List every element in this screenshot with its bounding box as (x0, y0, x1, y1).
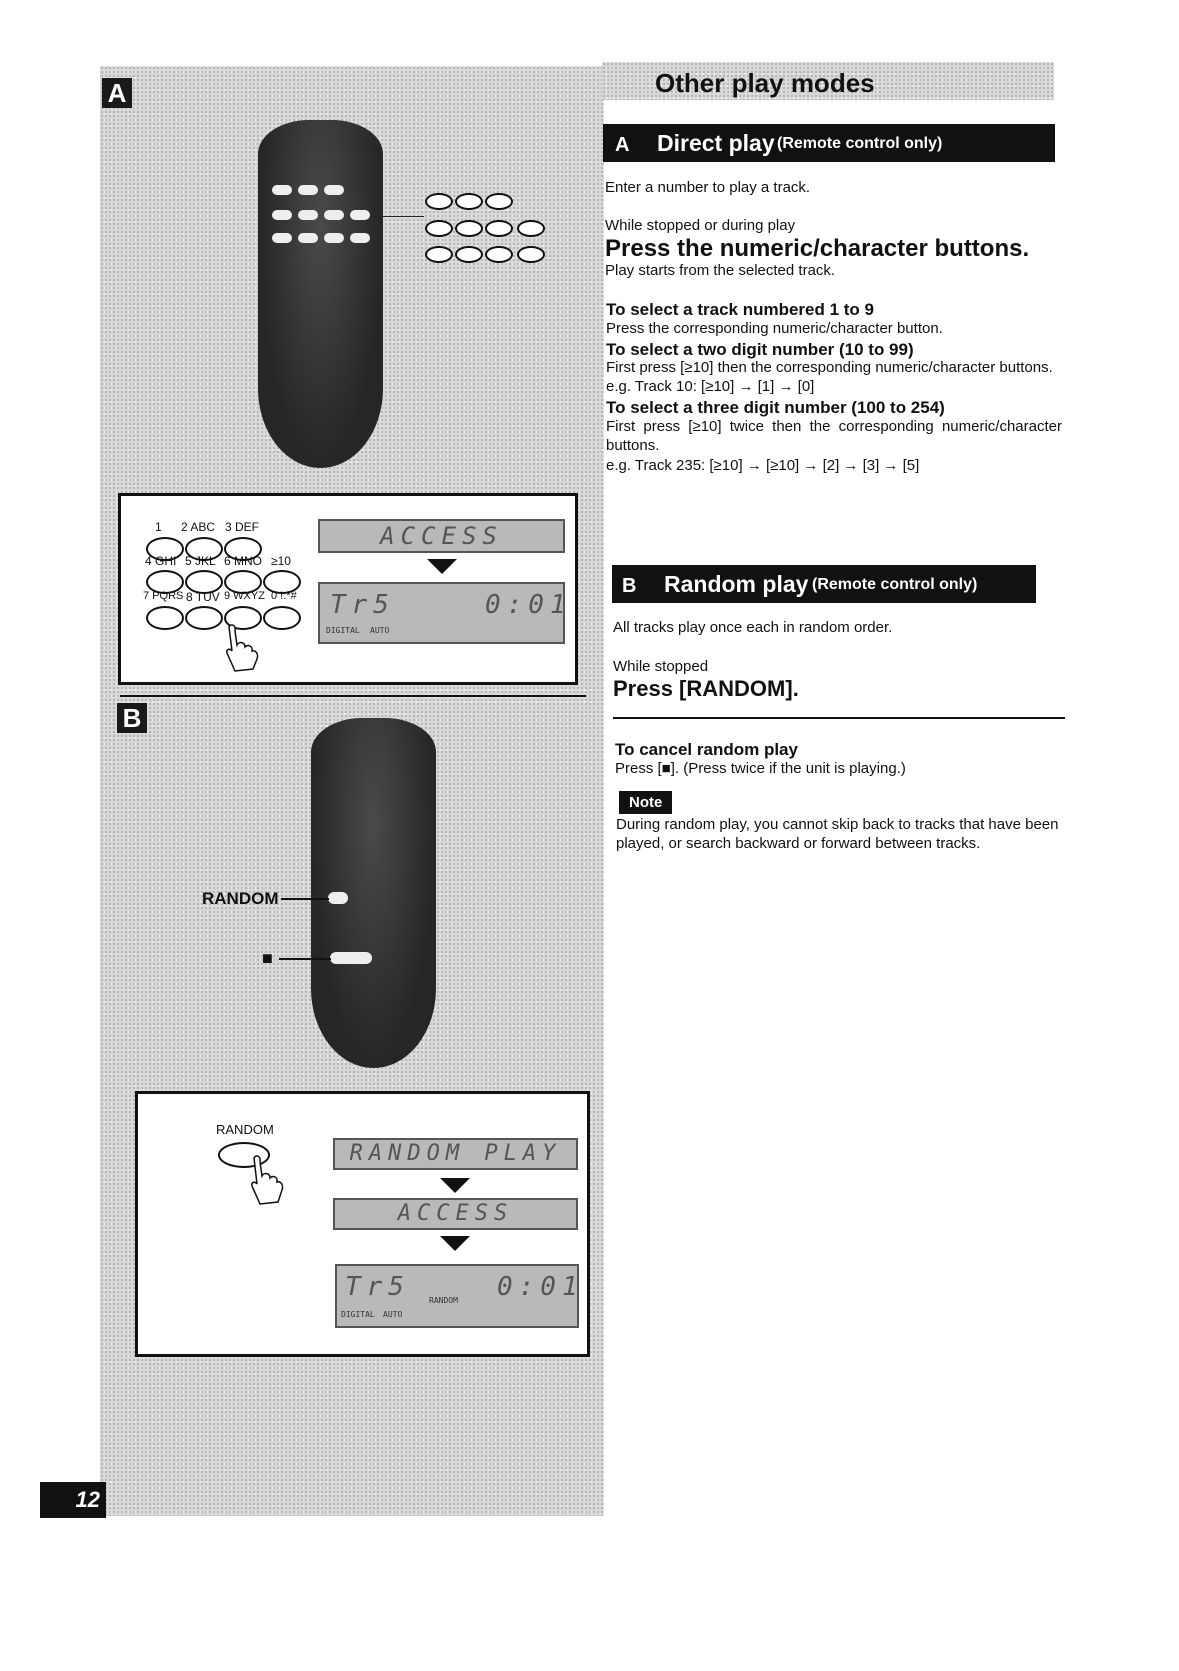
direct-play-figure (118, 493, 578, 685)
note-text: During random play, you cannot skip back to tracks that have been played, or search backward or forward between tracks. (616, 816, 1059, 852)
key-label-0: 0 !:*# (271, 590, 297, 602)
stop-leader-line (279, 958, 331, 960)
lcd-access-b: ACCESS (333, 1198, 578, 1230)
item-2-line-2: e.g. Track 10: [≥10] → [1] → [0] (606, 378, 815, 395)
key-0[interactable] (263, 606, 301, 630)
section-b-header (612, 565, 1036, 603)
section-b-intro: All tracks play once each in random order. (613, 619, 893, 636)
random-leader-line (281, 898, 329, 900)
item-2-heading: To select a two digit number (10 to 99) (606, 340, 914, 359)
section-a-subtitle: (Remote control only) (777, 135, 943, 152)
lcd-time-b: 0:01 (497, 1272, 584, 1302)
lcd-digital-b: DIGITAL (341, 1310, 375, 1319)
lcd-digital: DIGITAL (326, 626, 360, 635)
item-2-line-1: First press [≥10] then the corresponding numeric/character buttons. (606, 359, 1053, 376)
item-3-line-1: First press [≥10] twice then the corresponding numeric/character buttons. (606, 418, 1062, 454)
lcd-random-badge: RANDOM (429, 1296, 458, 1305)
section-b-instruction: Press [RANDOM]. (613, 676, 799, 701)
lcd-random-play: RANDOM PLAY (333, 1138, 578, 1170)
section-b-title: Random play (664, 571, 809, 597)
key-label-9: 9 WXYZ (224, 590, 265, 602)
down-arrow-icon (440, 1236, 470, 1251)
key-label-2: 2 ABC (181, 520, 216, 534)
lcd-auto-b: AUTO (383, 1310, 403, 1319)
item-1-line-1: Press the corresponding numeric/character button. (606, 320, 943, 337)
cancel-heading: To cancel random play (615, 740, 798, 759)
section-a-intro: Enter a number to play a track. (605, 179, 811, 196)
random-button-highlight (328, 892, 348, 904)
key-label-5: 5 JKL (185, 554, 216, 568)
random-button-label: RANDOM (216, 1122, 274, 1137)
figure-divider (120, 695, 586, 697)
remote-button-grid (272, 185, 372, 245)
pointing-hand-icon (221, 623, 261, 673)
key-label-7: 7 PQRS (143, 590, 184, 602)
stop-callout: ■ (262, 948, 273, 968)
leader-line (372, 216, 424, 217)
lcd-track: Tr5 (330, 590, 395, 620)
lcd-track-time-b (335, 1264, 584, 1328)
cancel-text: Press [■]. (Press twice if the unit is playing.) (615, 760, 906, 777)
section-a-title: Direct play (657, 130, 775, 156)
lcd-auto: AUTO (370, 626, 390, 635)
key-label-4: 4 GHI (145, 554, 177, 568)
section-a-letter: A (615, 134, 630, 156)
page-number: 12 (40, 1482, 106, 1518)
lcd-time: 0:01 (485, 590, 572, 620)
random-play-figure (135, 1091, 590, 1357)
section-b-rule (613, 717, 1065, 719)
pointing-hand-icon-b (248, 1154, 288, 1208)
section-a-condition: While stopped or during play (605, 217, 796, 234)
down-arrow-icon (427, 559, 457, 574)
section-a-instruction: Press the numeric/character buttons. (605, 235, 1030, 262)
key-label-8: 8 TUV (186, 590, 220, 604)
key-label-1: 1 (155, 520, 162, 534)
key-label-6: 6 MNO (224, 554, 263, 568)
section-b-subtitle: (Remote control only) (812, 576, 978, 593)
note-badge: Note (619, 791, 672, 814)
item-1-heading: To select a track numbered 1 to 9 (606, 300, 874, 319)
key-label-10: ≥10 (271, 554, 291, 568)
figure-label-a: A (102, 78, 132, 108)
section-b-condition: While stopped (613, 658, 709, 675)
stop-button-highlight (330, 952, 372, 964)
remote-control-image (258, 120, 383, 468)
lcd-access: ACCESS (318, 519, 565, 553)
key-label-3: 3 DEF (225, 520, 260, 534)
item-3-heading: To select a three digit number (100 to 254) (606, 398, 945, 417)
key-8[interactable] (185, 606, 223, 630)
lcd-track-b: Tr5 (345, 1272, 410, 1302)
page-title: Other play modes (655, 68, 875, 98)
section-b-letter: B (622, 575, 637, 597)
figure-label-b: B (117, 703, 147, 733)
item-3-line-2: e.g. Track 235: [≥10] → [≥10] → [2] → [3] → [5] (606, 457, 920, 474)
down-arrow-icon (440, 1178, 470, 1193)
keypad-callout (425, 183, 555, 263)
section-a-result: Play starts from the selected track. (605, 262, 836, 279)
key-7[interactable] (146, 606, 184, 630)
random-callout: RANDOM (202, 889, 279, 908)
section-a-header (603, 124, 1055, 162)
lcd-track-time (318, 582, 572, 644)
